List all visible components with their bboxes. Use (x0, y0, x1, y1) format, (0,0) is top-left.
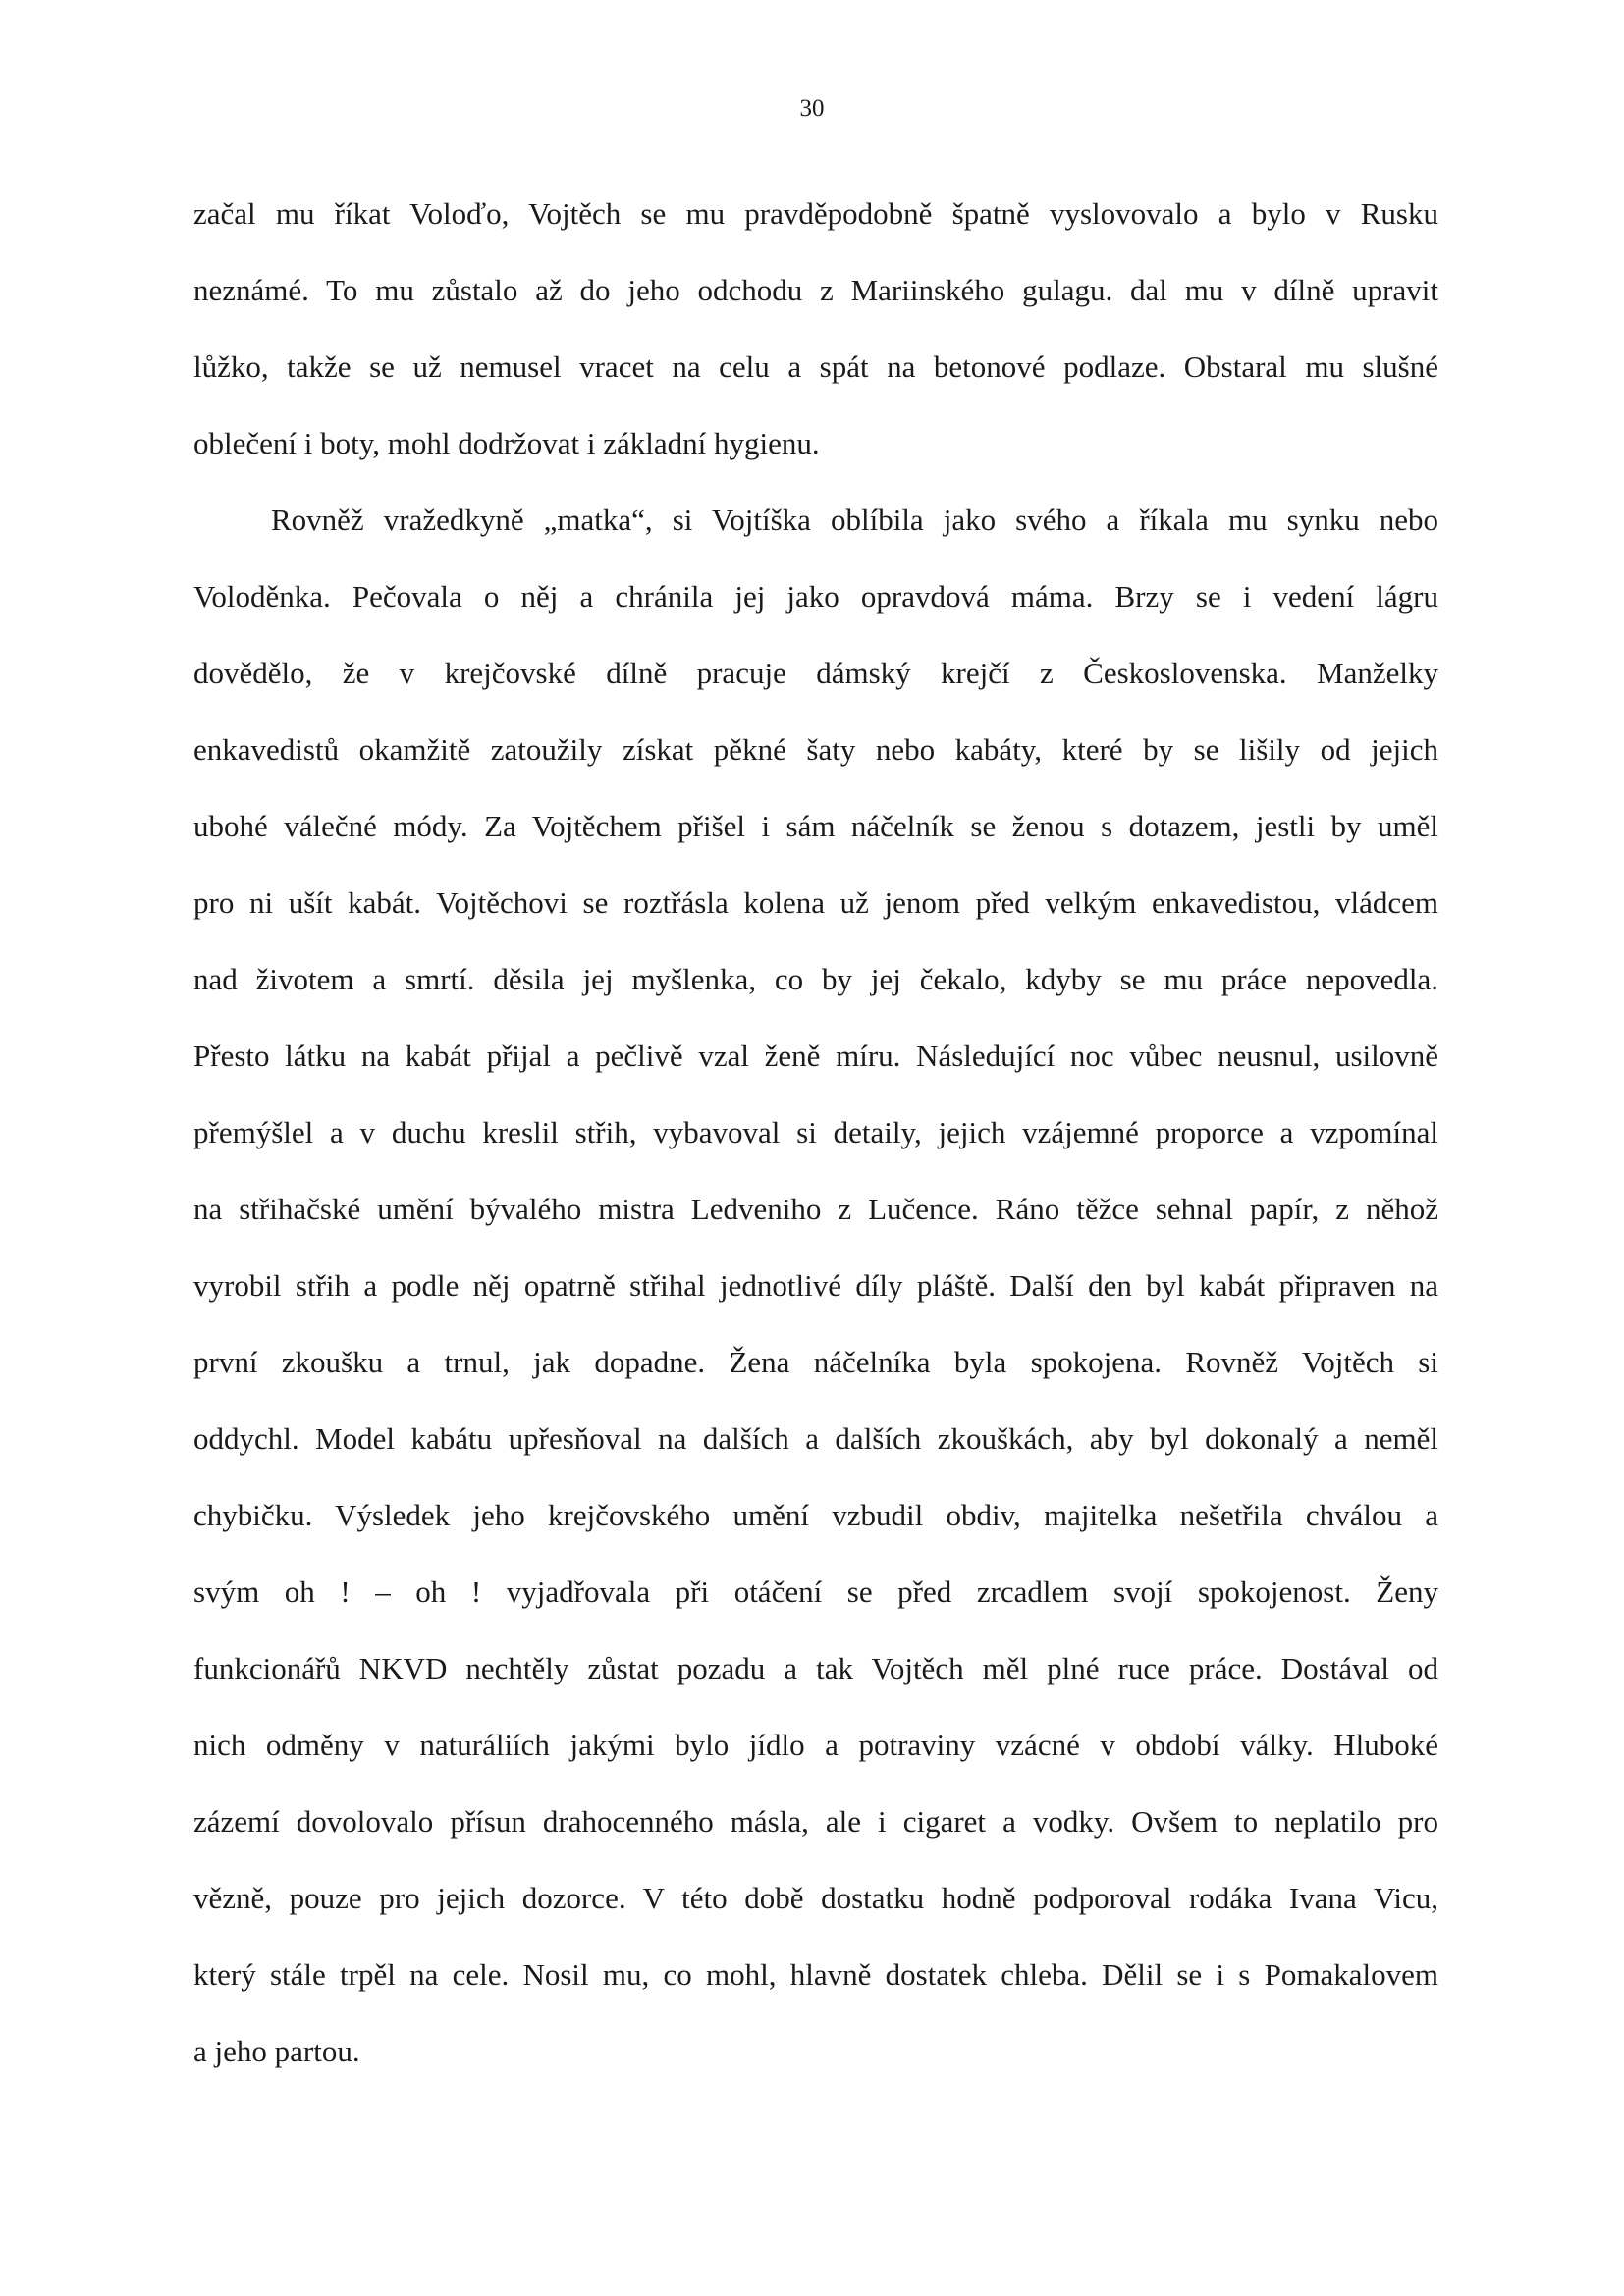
text-line: který stále trpěl na cele. Nosil mu, co mohl, hlavně dostatek chleba. Dělil se i s Pomakalovem (193, 1957, 1438, 1992)
text-line: Voloděnka. Pečovala o něj a chránila jej jako opravdová máma. Brzy se i vedení lágru (193, 579, 1438, 614)
text-line: dovědělo, že v krejčovské dílně pracuje dámský krejčí z Československa. Manželky (193, 656, 1438, 690)
text-line: oddychl. Model kabátu upřesňoval na dalších a dalších zkouškách, aby byl dokonalý a neměl (193, 1421, 1438, 1456)
text-line: oblečení i boty, mohl dodržovat i základní hygienu. (193, 426, 820, 460)
text-line: pro ni ušít kabát. Vojtěchovi se roztřásla kolena už jenom před velkým enkavedistou, vládcem (193, 885, 1438, 920)
text-line: na střihačské umění bývalého mistra Ledveniho z Lučence. Ráno těžce sehnal papír, z něhož (193, 1192, 1438, 1226)
text-line: zázemí dovolovalo přísun drahocenného másla, ale i cigaret a vodky. Ovšem to neplatilo pro (193, 1804, 1438, 1839)
text-line: Rovněž vražedkyně „matka“, si Vojtíška oblíbila jako svého a říkala mu synku nebo (271, 503, 1438, 537)
text-line: přemýšlel a v duchu kreslil střih, vybavoval si detaily, jejich vzájemné proporce a vzpomínal (193, 1115, 1438, 1149)
text-line: a jeho partou. (193, 2034, 360, 2068)
body-text (193, 189, 1438, 2104)
text-line: chybičku. Výsledek jeho krejčovského umění vzbudil obdiv, majitelka nešetřila chválou a (193, 1498, 1438, 1532)
text-line: nad životem a smrtí. děsila jej myšlenka, co by jej čekalo, kdyby se mu práce nepovedla. (193, 962, 1438, 996)
text-line: enkavedistů okamžitě zatoužily získat pěkné šaty nebo kabáty, které by se lišily od jejich (193, 732, 1438, 767)
text-line: vyrobil střih a podle něj opatrně střihal jednotlivé díly pláště. Další den byl kabát připraven na (193, 1268, 1438, 1303)
text-line: lůžko, takže se už nemusel vracet na celu a spát na betonové podlaze. Obstaral mu slušné (193, 349, 1438, 384)
text-line: neznámé. To mu zůstalo až do jeho odchodu z Mariinského gulagu. dal mu v dílně upravit (193, 273, 1438, 307)
text-line: nich odměny v naturáliích jakými bylo jídlo a potraviny vzácné v období války. Hluboké (193, 1728, 1438, 1762)
text-line: začal mu říkat Voloďo, Vojtěch se mu pravděpodobně špatně vyslovovalo a bylo v Rusku (193, 196, 1438, 231)
text-line: první zkoušku a trnul, jak dopadne. Žena náčelníka byla spokojena. Rovněž Vojtěch si (193, 1345, 1438, 1379)
text-line: vězně, pouze pro jejich dozorce. V této době dostatku hodně podporoval rodáka Ivana Vicu, (193, 1881, 1438, 1915)
text-line: funkcionářů NKVD nechtěly zůstat pozadu a tak Vojtěch měl plné ruce práce. Dostával od (193, 1651, 1438, 1685)
page-number: 30 (799, 95, 825, 122)
text-line: Přesto látku na kabát přijal a pečlivě vzal ženě míru. Následující noc vůbec neusnul, usilovně (193, 1039, 1438, 1073)
text-line: ubohé válečné módy. Za Vojtěchem přišel i sám náčelník se ženou s dotazem, jestli by uměl (193, 809, 1438, 843)
text-line: svým oh ! – oh ! vyjadřovala při otáčení se před zrcadlem svojí spokojenost. Ženy (193, 1575, 1438, 1609)
